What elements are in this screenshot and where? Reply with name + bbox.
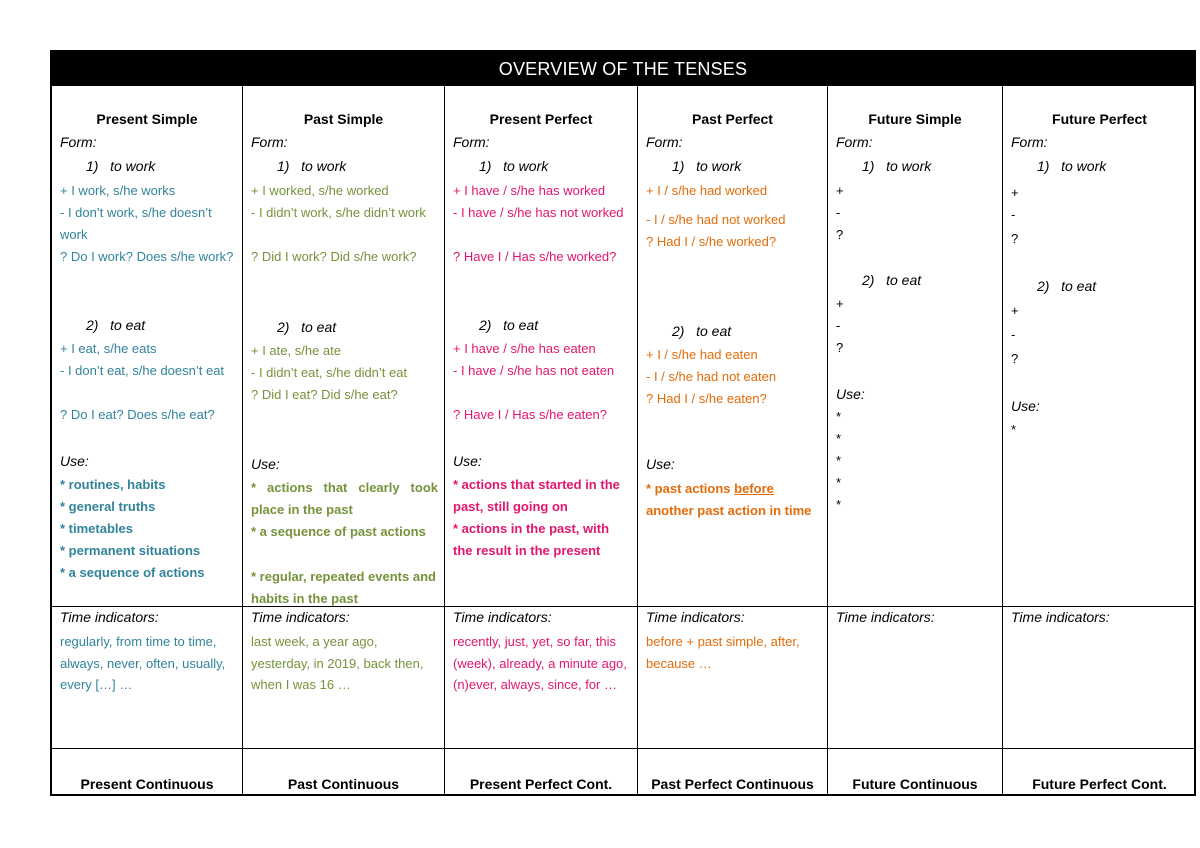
verb-to-work: 1) to work bbox=[1037, 158, 1107, 174]
use-label: Use: bbox=[1011, 398, 1040, 414]
question-form: ? bbox=[836, 340, 844, 355]
column-heading: Present Simple bbox=[96, 111, 198, 127]
verb-to-work: 1) to work bbox=[862, 158, 932, 174]
use-item: * routines, habits bbox=[60, 477, 166, 492]
verb-to-eat: 2) to eat bbox=[862, 272, 922, 288]
negative-form: - I / s/he had not worked bbox=[646, 212, 786, 227]
negative-form: - bbox=[836, 205, 841, 220]
use-label: Use: bbox=[646, 456, 675, 472]
column-present-perfect bbox=[444, 86, 637, 796]
use-item: * actions that clearly took place in the past bbox=[251, 480, 438, 517]
use-text: * past actions bbox=[646, 481, 735, 496]
column-past-simple bbox=[242, 86, 444, 796]
positive-form: + I have / s/he has eaten bbox=[453, 341, 596, 356]
question-form: ? Do I eat? Does s/he eat? bbox=[60, 407, 215, 422]
tenses-table bbox=[50, 50, 1196, 796]
use-bullet: * bbox=[836, 453, 842, 468]
form-label: Form: bbox=[60, 134, 97, 150]
use-text-underlined: before bbox=[734, 481, 774, 496]
verb-to-work: 1) to work bbox=[277, 158, 347, 174]
use-text: another past action in time bbox=[646, 502, 812, 518]
use-item: * general truths bbox=[60, 499, 156, 514]
verb-to-work: 1) to work bbox=[479, 158, 549, 174]
use-item: * a sequence of past actions bbox=[251, 524, 426, 539]
verb-to-eat: 2) to eat bbox=[1037, 278, 1097, 294]
question-form: ? Did I eat? Did s/he eat? bbox=[251, 387, 398, 402]
column-heading: Present Perfect bbox=[489, 111, 593, 127]
question-form: ? bbox=[1011, 351, 1019, 366]
time-indicators: regularly, from time to time, always, never, often, usually, every […] … bbox=[60, 634, 226, 692]
column-present-simple bbox=[52, 86, 242, 796]
form-label: Form: bbox=[1011, 134, 1048, 150]
column-heading: Past Simple bbox=[303, 111, 384, 127]
verb-to-work: 1) to work bbox=[86, 158, 156, 174]
question-form: ? Had I / s/he worked? bbox=[646, 234, 777, 249]
use-item: * timetables bbox=[60, 521, 133, 536]
use-label: Use: bbox=[836, 386, 865, 402]
time-indicators-label: Time indicators: bbox=[646, 609, 745, 625]
positive-form: + I / s/he had eaten bbox=[646, 347, 758, 362]
time-indicators-label: Time indicators: bbox=[60, 609, 159, 625]
column-future-perfect bbox=[1002, 86, 1196, 796]
verb-to-eat: 2) to eat bbox=[277, 319, 337, 335]
positive-form: + I worked, s/he worked bbox=[251, 183, 389, 198]
use-item bbox=[646, 478, 821, 521]
column-future-simple bbox=[827, 86, 1002, 796]
question-form: ? Do I work? Does s/he work? bbox=[60, 249, 234, 264]
use-item: * permanent situations bbox=[60, 543, 201, 558]
row-divider bbox=[52, 748, 1194, 749]
positive-form: + bbox=[1011, 303, 1019, 318]
use-label: Use: bbox=[251, 456, 280, 472]
continuous-tense-name: Future Perfect Cont. bbox=[1032, 776, 1167, 792]
use-bullet: * bbox=[836, 497, 842, 512]
row-divider bbox=[52, 606, 1194, 607]
continuous-tense-name: Future Continuous bbox=[852, 776, 978, 792]
positive-form: + bbox=[836, 296, 844, 311]
time-indicators: recently, just, yet, so far, this (week), already, a minute ago, (n)ever, always, since, for … bbox=[453, 634, 627, 692]
verb-to-eat: 2) to eat bbox=[479, 317, 539, 333]
form-label: Form: bbox=[646, 134, 683, 150]
time-indicators-label: Time indicators: bbox=[836, 609, 935, 625]
question-form: ? Have I / Has s/he worked? bbox=[453, 249, 617, 264]
use-label: Use: bbox=[60, 453, 89, 469]
continuous-tense-name: Past Continuous bbox=[287, 776, 400, 792]
continuous-tense-name: Present Perfect Cont. bbox=[469, 776, 613, 792]
use-item: * actions that started in the past, still going on bbox=[453, 477, 620, 514]
use-item: * a sequence of actions bbox=[60, 565, 205, 580]
positive-form: + I have / s/he has worked bbox=[453, 183, 606, 198]
positive-form: + I eat, s/he eats bbox=[60, 341, 157, 356]
table-title: OVERVIEW OF THE TENSES bbox=[52, 52, 1194, 86]
question-form: ? Had I / s/he eaten? bbox=[646, 391, 767, 406]
use-label: Use: bbox=[453, 453, 482, 469]
use-bullet: * bbox=[1011, 422, 1017, 437]
time-indicators-label: Time indicators: bbox=[251, 609, 350, 625]
negative-form: - I don’t eat, s/he doesn’t eat bbox=[60, 363, 225, 378]
negative-form: - I didn’t work, s/he didn’t work bbox=[251, 205, 426, 220]
use-bullet: * bbox=[836, 409, 842, 424]
column-past-perfect bbox=[637, 86, 827, 796]
positive-form: + I ate, s/he ate bbox=[251, 343, 341, 358]
positive-form: + bbox=[1011, 185, 1019, 200]
negative-form: - bbox=[1011, 327, 1016, 342]
column-heading: Future Simple bbox=[868, 111, 962, 127]
use-bullet: * bbox=[836, 475, 842, 490]
negative-form: - I don’t work, s/he doesn’t work bbox=[60, 205, 212, 242]
negative-form: - I have / s/he has not eaten bbox=[453, 363, 615, 378]
time-indicators-label: Time indicators: bbox=[1011, 609, 1110, 625]
form-label: Form: bbox=[453, 134, 490, 150]
column-heading: Future Perfect bbox=[1052, 111, 1147, 127]
verb-to-eat: 2) to eat bbox=[86, 317, 146, 333]
use-bullet: * bbox=[836, 431, 842, 446]
use-item: * actions in the past, with the result in the present bbox=[453, 521, 610, 558]
verb-to-eat: 2) to eat bbox=[672, 323, 732, 339]
negative-form: - bbox=[1011, 207, 1016, 222]
negative-form: - bbox=[836, 318, 841, 333]
continuous-tense-name: Past Perfect Continuous bbox=[651, 776, 814, 792]
negative-form: - I / s/he had not eaten bbox=[646, 369, 777, 384]
positive-form: + I / s/he had worked bbox=[646, 183, 768, 198]
form-label: Form: bbox=[251, 134, 288, 150]
negative-form: - I didn’t eat, s/he didn’t eat bbox=[251, 365, 408, 380]
use-item: * regular, repeated events and habits in the past bbox=[251, 569, 436, 606]
question-form: ? bbox=[836, 227, 844, 242]
column-heading: Past Perfect bbox=[692, 111, 773, 127]
question-form: ? Have I / Has s/he eaten? bbox=[453, 407, 607, 422]
continuous-tense-name: Present Continuous bbox=[80, 776, 214, 792]
form-label: Form: bbox=[836, 134, 873, 150]
question-form: ? bbox=[1011, 231, 1019, 246]
negative-form: - I have / s/he has not worked bbox=[453, 205, 624, 220]
positive-form: + I work, s/he works bbox=[60, 183, 176, 198]
verb-to-work: 1) to work bbox=[672, 158, 742, 174]
positive-form: + bbox=[836, 183, 844, 198]
time-indicators: last week, a year ago, yesterday, in 2019, back then, when I was 16 … bbox=[251, 634, 424, 692]
question-form: ? Did I work? Did s/he work? bbox=[251, 249, 417, 264]
time-indicators: before + past simple, after, because … bbox=[646, 634, 800, 671]
time-indicators-label: Time indicators: bbox=[453, 609, 552, 625]
